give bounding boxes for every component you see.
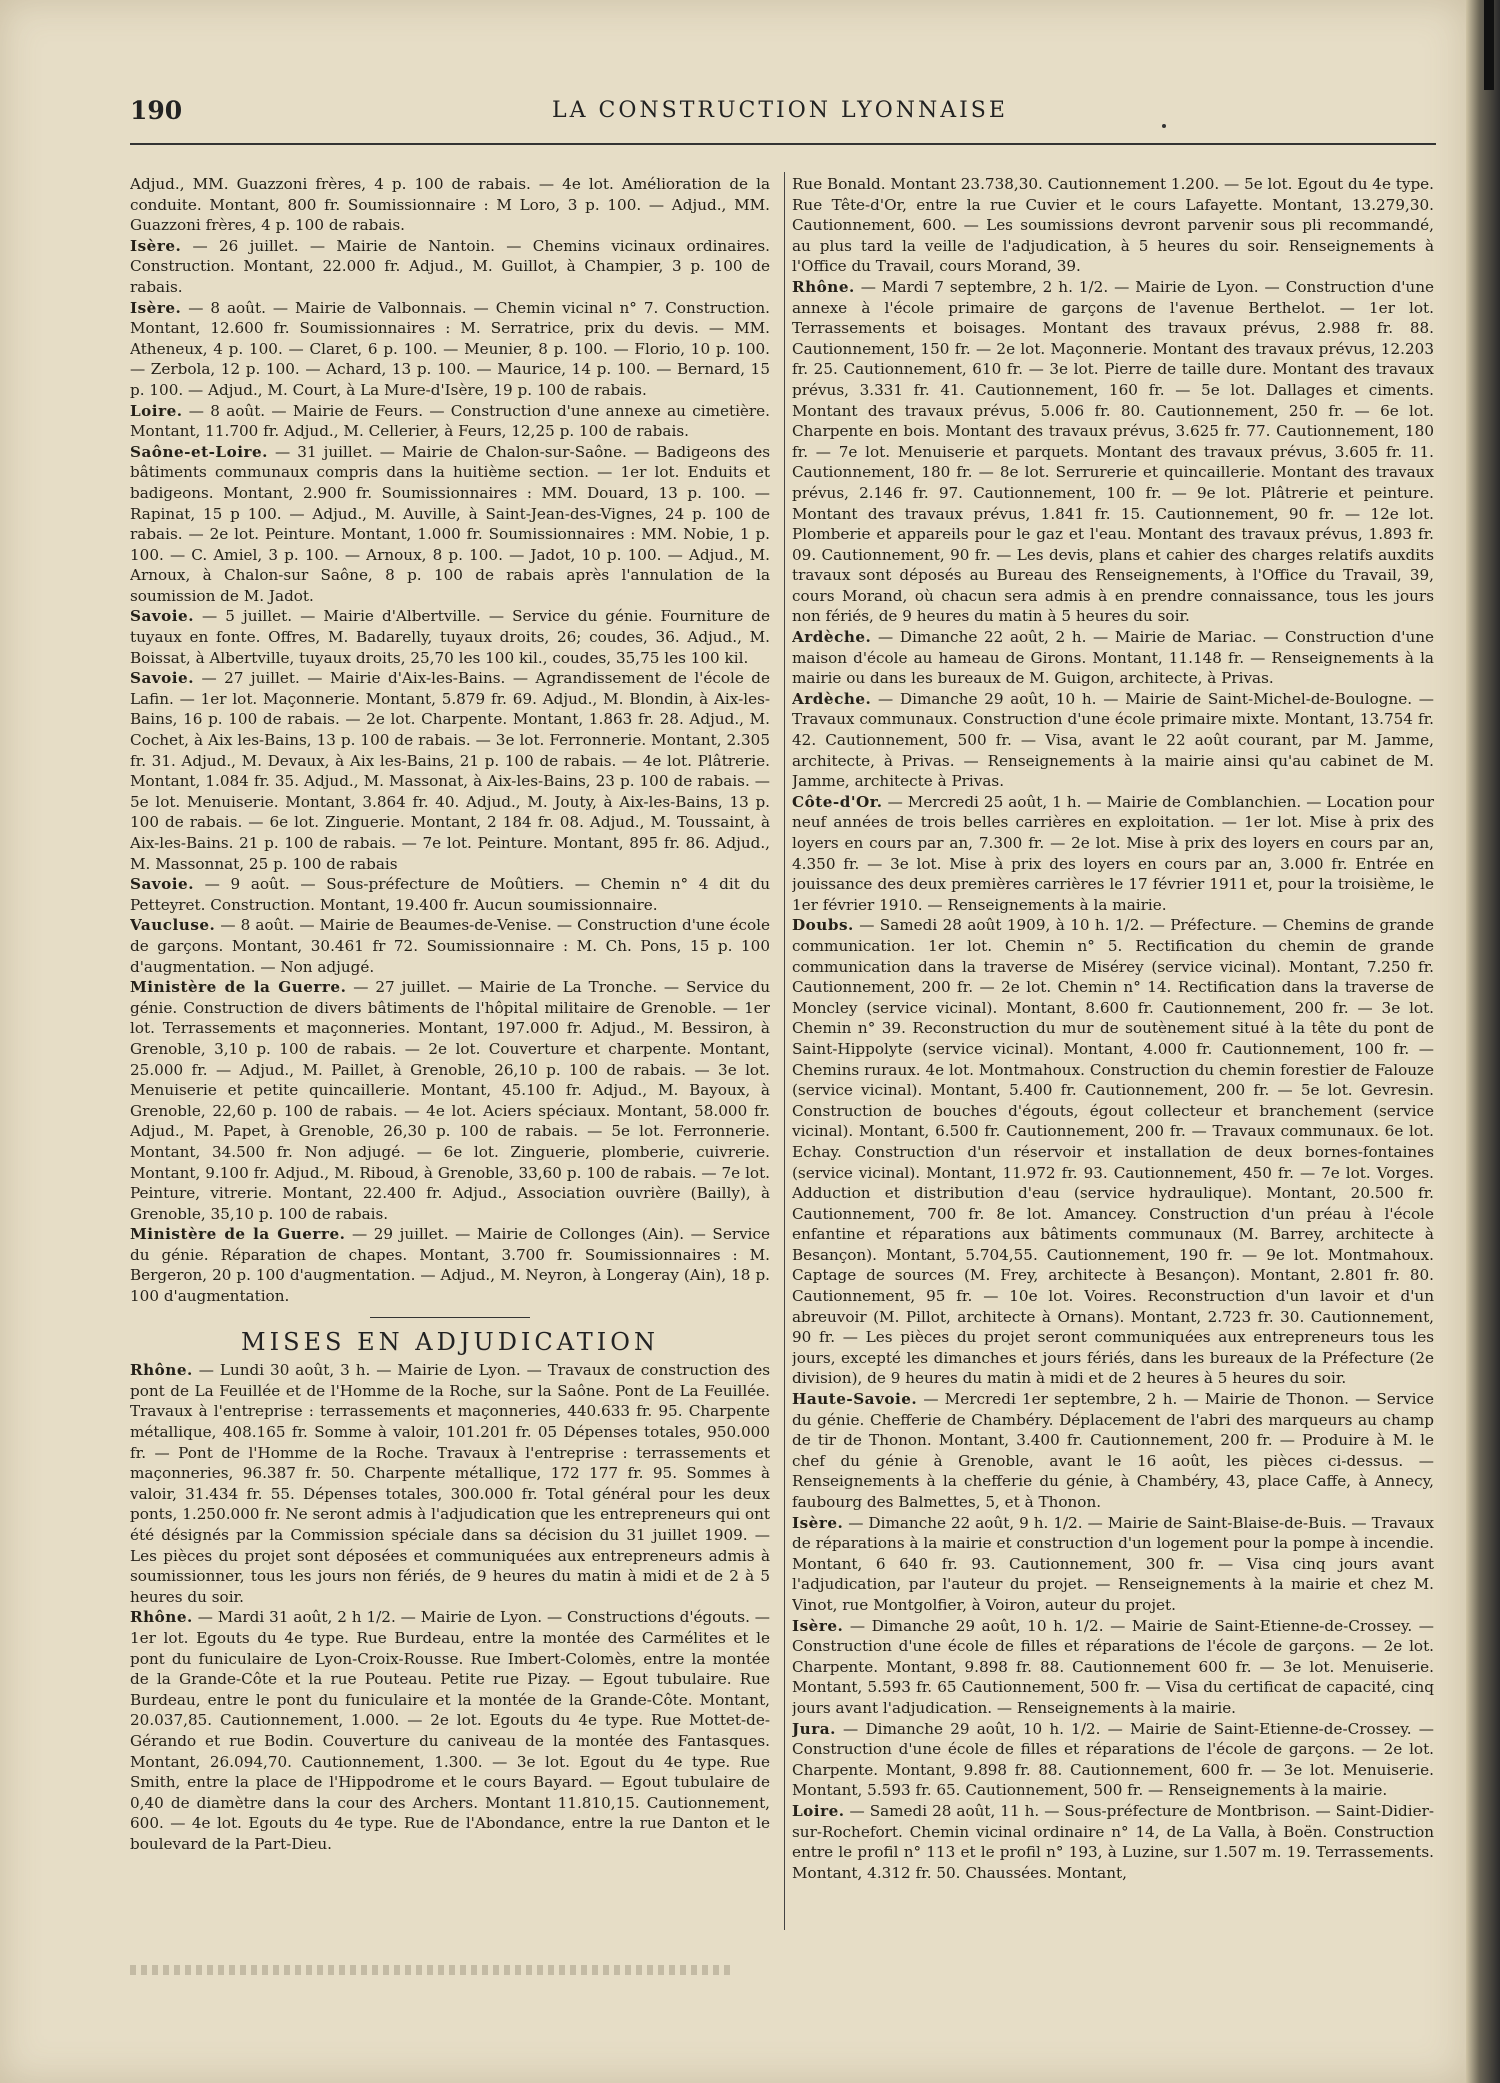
entry-region-label: Vaucluse. — [130, 916, 216, 935]
entry-region-label: Jura. — [792, 1719, 836, 1738]
entry-text: — 8 août. — Mairie de Beaumes-de-Venise. — Construction d'une école de garçons. Montant, 30.461 fr 72. Soumissionnaire : M. Ch. Pons, 15 p. 100 d'augmentation. — Non adjugé. — [130, 916, 770, 976]
header-rule — [130, 143, 1436, 145]
entry-text: — 27 juillet. — Mairie de La Tronche. — Service du génie. Construction de divers bâtiments de l'hôpital militaire de Grenoble. — 1er lot. Terrassements et maçonneries. Montant, 197.000 fr. Adjud., M. Bessiron, à Grenoble, 3,10 p. 100 de rabais. — 2e lot. Couverture et charpente. Montant, 25.000 fr. — Adjud., M. Paillet, à Grenoble, 26,10 p. 100 de rabais. — 3e lot. Menuiserie et petite quincaillerie. Montant, 45.100 fr. Adjud., M. Bayoux, à Grenoble, 22,60 p. 100 de rabais. — 4e lot. Aciers spéciaux. Montant, 58.000 fr. Adjud., M. Papet, à Grenoble, 26,30 p. 100 de rabais. — 5e lot. Ferronnerie. Montant, 34.500 fr. Non adjugé. — 6e lot. Zinguerie, plomberie, cuivrerie. Montant, 9.100 fr. Adjud., M. Riboud, à Grenoble, 33,60 p. 100 de rabais. — 7e lot. Peinture, vitrerie. Montant, 22.400 fr. Adjud., Association ouvrière (Bailly), à Grenoble, 35,10 p. 100 de rabais. — [130, 978, 770, 1223]
entry-text: — 27 juillet. — Mairie d'Aix-les-Bains. — Agrandissement de l'école de Lafin. — 1er lot. Maçonnerie. Montant, 5.879 fr. 69. Adjud., M. Blondin, à Aix-les-Bains, 16 p. 100 de rabais. — 2e lot. Charpente. Montant, 1.863 fr. 28. Adjud., M. Cochet, à Aix les-Bains, 13 p. 100 de rabais. — 3e lot. Ferronnerie. Montant, 2.305 fr. 31. Adjud., M. Devaux, à Aix les-Bains, 21 p. 100 de rabais. — 4e lot. Plâtrerie. Montant, 1.084 fr. 35. Adjud., M. Massonat, à Aix-les-Bains, 23 p. 100 de rabais. — 5e lot. Menuiserie. Montant, 3.864 fr. 40. Adjud., M. Jouty, à Aix-les-Bains, 13 p. 100 de rabais. — 6e lot. Zinguerie. Montant, 2 184 fr. 08. Adjud., M. Toussaint, à Aix-les-Bains. 21 p. 100 de rabais. — 7e lot. Peinture. Montant, 895 fr. 86. Adjud., M. Massonnat, 25 p. 100 de rabais — [130, 669, 770, 873]
entry-text: — Samedi 28 août, 11 h. — Sous-préfecture de Montbrison. — Saint-Didier-sur-Rochefort. Chemin vicinal ordinaire n° 14, de La Valla, à Boën. Construction entre le profil n° 113 et le profil n° 193, à Luzine, sur 1.507 m. 19. Terrassements. Montant, 4.312 fr. 50. Chaussées. Montant, — [792, 1801, 1434, 1882]
entry-paragraph — [130, 401, 770, 442]
section-divider — [370, 1317, 530, 1318]
left-entries — [130, 174, 770, 1307]
entry-text: — Dimanche 22 août, 2 h. — Mairie de Mariac. — Construction d'une maison d'école au hameau de Girons. Montant, 11.148 fr. — Renseignements à la mairie ou dans les bureaux de M. Guigon, architecte, à Privas. — [792, 628, 1434, 688]
entry-paragraph — [130, 1224, 770, 1306]
entry-paragraph — [130, 174, 770, 236]
entry-paragraph — [792, 689, 1434, 792]
column-divider — [784, 172, 785, 1930]
running-title: LA CONSTRUCTION LYONNAISE — [552, 98, 1008, 123]
adjudication-left-entries — [130, 1360, 770, 1854]
entry-paragraph — [792, 1616, 1434, 1719]
entry-text: — Dimanche 29 août, 10 h. — Mairie de Saint-Michel-de-Boulogne. — Travaux communaux. Construction d'une école primaire mixte. Montant, 13.754 fr. 42. Cautionnement, 500 fr. — Visa, avant le 22 août courant, par M. Jamme, architecte, à Privas. — Renseignements à la mairie ainsi qu'au cabinet de M. Jamme, architecte à Privas. — [792, 689, 1434, 791]
entry-region-label: Ardèche. — [792, 628, 872, 647]
entry-paragraph — [792, 277, 1434, 627]
entry-paragraph — [130, 1360, 770, 1607]
entry-text: Rue Bonald. Montant 23.738,30. Cautionnement 1.200. — 5e lot. Egout du 4e type. Rue Tête-d'Or, entre la rue Cuvier et le cours Lafayette. Montant, 13.279,30. Cautionnement, 600. — Les soumissions devront parvenir sous pli recommandé, au plus tard la veille de l'adjudication, à 5 heures du soir. Renseignements à l'Office du Travail, cours Morand, 39. — [792, 175, 1434, 276]
entry-region-label: Loire. — [130, 401, 183, 420]
entry-paragraph — [792, 1513, 1434, 1616]
entry-text: — Mardi 31 août, 2 h 1/2. — Mairie de Lyon. — Constructions d'égouts. — 1er lot. Egouts du 4e type. Rue Burdeau, entre la montée des Carmélites et le pont du funiculaire de Lyon-Croix-Rousse. Rue Imbert-Colomès, entre la montée de la Grande-Côte et la rue Pouteau. Petite rue Pizay. — Egout tubulaire. Rue Burdeau, entre le pont du funiculaire et la montée de la Grande-Côte. Montant, 20.037,85. Cautionnement, 1.000. — 2e lot. Egouts du 4e type. Rue Mottet-de-Gérando et rue Bodin. Couverture du caniveau de la montée des Fantasques. Montant, 26.094,70. Cautionnement, 1.300. — 3e lot. Egout du 4e type. Rue Smith, entre la place de l'Hippodrome et le cours Bayard. — Egout tubulaire de 0,40 de diamètre dans la cour des Archers. Montant 11.810,15. Cautionnement, 600. — 4e lot. Egouts du 4e type. Rue de l'Abondance, entre la rue Danton et le boulevard de la Part-Dieu. — [130, 1608, 770, 1853]
entry-paragraph — [792, 174, 1434, 277]
section-title: MISES EN ADJUDICATION — [241, 1327, 659, 1356]
entry-region-label: Rhône. — [130, 1361, 193, 1380]
entry-region-label: Isère. — [130, 298, 182, 317]
entry-region-label: Rhône. — [130, 1608, 193, 1627]
right-column — [792, 174, 1434, 1934]
entry-text: — Samedi 28 août 1909, à 10 h. 1/2. — Préfecture. — Chemins de grande communication. 1er lot. Chemin n° 5. Rectification du chemin de grande communication dans la traverse de Misérey (service vicinal). Montant, 7.250 fr. Cautionnement, 200 fr. — 2e lot. Chemin n° 14. Rectification dans la traverse de Moncley (service vicinal). Montant, 8.600 fr. Cautionnement, 200 fr. — 3e lot. Chemin n° 39. Reconstruction du mur de soutènement situé à la tête du pont de Saint-Hippolyte (service vicinal). Montant, 4.000 fr. Cautionnement, 100 fr. — Chemins ruraux. 4e lot. Montmahoux. Construction du chemin forestier de Falouze (service vicinal). Montant, 5.400 fr. Cautionnement, 200 fr. — 5e lot. Gevresin. Construction de bouches d'égouts, égout collecteur et branchement (service vicinal). Montant, 6.500 fr. Cautionnement, 200 fr. — Travaux communaux. 6e lot. Echay. Construction d'un réservoir et installation de deux bornes-fontaines (service vicinal). Montant, 11.972 fr. 93. Cautionnement, 450 fr. — 7e lot. Vorges. Adduction et distribution d'eau (service hydraulique). Montant, 20.500 fr. Cautionnement, 700 fr. 8e lot. Amancey. Construction d'un préau à l'école enfantine et réparations aux bâtiments communaux (M. Barrey, architecte à Besançon). Montant, 5.704,55. Cautionnement, 190 fr. — 9e lot. Montmahoux. Captage de sources (M. Frey, architecte à Besançon). Montant, 2.801 fr. 80. Cautionnement, 95 fr. — 10e lot. Voires. Reconstruction d'un lavoir et d'un abreuvoir (M. Pillot, architecte à Ornans). Montant, 2.723 fr. 30. Cautionnement, 90 fr. — Les pièces du projet seront communiquées aux entrepreneurs tous les jours, excepté les dimanches et jours fériés, dans les bureaux de la Préfecture (2e division), de 9 heures du matin à midi et de 2 heures à 5 heures du soir. — [792, 916, 1434, 1388]
entry-region-label: Doubs. — [792, 916, 854, 935]
entry-region-label: Côte-d'Or. — [792, 792, 883, 811]
entry-text: — 31 juillet. — Mairie de Chalon-sur-Saône. — Badigeons des bâtiments communaux compris dans la huitième section. — 1er lot. Enduits et badigeons. Montant, 2.900 fr. Soumissionnaires : MM. Douard, 13 p. 100. — Rapinat, 15 p 100. — Adjud., M. Auville, à Saint-Jean-des-Vignes, 24 p. 100 de rabais. — 2e lot. Peinture. Montant, 1.000 fr. Soumissionnaires : MM. Nobie, 1 p. 100. — C. Amiel, 3 p. 100. — Arnoux, 8 p. 100. — Jadot, 10 p. 100. — Adjud., M. Arnoux, à Chalon-sur Saône, 8 p. 100 de rabais après l'annulation de la soumission de M. Jadot. — [130, 442, 770, 605]
entry-text: — Dimanche 29 août, 10 h. 1/2. — Mairie de Saint-Etienne-de-Crossey. — Construction d'une école de filles et réparations de l'école de garçons. — 2e lot. Charpente. Montant, 9.898 fr. 88. Cautionnement, 600 fr. — 3e lot. Menuiserie. Montant, 5.593 fr. 65. Cautionnement, 500 fr. — Renseignements à la mairie. — [792, 1719, 1434, 1800]
entry-paragraph — [130, 606, 770, 668]
entry-region-label: Saône-et-Loire. — [130, 442, 268, 461]
entry-paragraph — [792, 1719, 1434, 1801]
bookmark-tab — [1484, 0, 1494, 90]
entry-text: — 5 juillet. — Mairie d'Albertville. — Service du génie. Fourniture de tuyaux en fonte. Offres, M. Badarelly, tuyaux droits, 26; coudes, 36. Adjud., M. Boissat, à Albertville, tuyaux droits, 25,70 les 100 kil., coudes, 35,75 les 100 kil. — [130, 607, 770, 667]
entry-text: — 29 juillet. — Mairie de Collonges (Ain). — Service du génie. Réparation de chapes. Montant, 3.700 fr. Soumissionnaires : M. Bergeron, 20 p. 100 d'augmentation. — Adjud., M. Neyron, à Longeray (Ain), 18 p. 100 d'augmentation. — [130, 1225, 770, 1306]
entry-region-label: Isère. — [792, 1513, 844, 1532]
print-smudge — [130, 1965, 730, 1975]
entry-paragraph — [792, 792, 1434, 916]
entry-region-label: Ministère de la Guerre. — [130, 978, 347, 997]
entry-region-label: Isère. — [130, 236, 182, 255]
entry-text: — 9 août. — Sous-préfecture de Moûtiers. — Chemin n° 4 dit du Petteyret. Construction. Montant, 19.400 fr. Aucun soumissionnaire. — [130, 875, 770, 914]
entry-region-label: Haute-Savoie. — [792, 1390, 918, 1409]
entry-paragraph — [792, 1801, 1434, 1883]
entry-paragraph — [130, 915, 770, 977]
page-header — [130, 96, 1430, 136]
entry-paragraph — [792, 1389, 1434, 1513]
page-number: 190 — [130, 96, 183, 125]
entry-text: — Mercredi 25 août, 1 h. — Mairie de Comblanchien. — Location pour neuf années de trois belles carrières en exploitation. — 1er lot. Mise à prix des loyers en cours par an, 7.300 fr. — 2e lot. Mise à prix des loyers en cours par an, 4.350 fr. — 3e lot. Mise à prix des loyers en cours par an, 3.000 fr. Entrée en jouissance des deux premières carrières le 17 février 1911 et, pour la troisième, le 1er février 1910. — Renseignements à la mairie. — [792, 792, 1434, 914]
entry-paragraph — [130, 977, 770, 1224]
right-entries — [792, 174, 1434, 1883]
entry-paragraph — [792, 627, 1434, 689]
left-column — [130, 174, 770, 1934]
entry-paragraph — [130, 1607, 770, 1854]
entry-paragraph — [130, 668, 770, 874]
entry-text: — Dimanche 22 août, 9 h. 1/2. — Mairie de Saint-Blaise-de-Buis. — Travaux de réparations à la mairie et construction d'un logement pour la pompe à incendie. Montant, 6 640 fr. 93. Cautionnement, 300 fr. — Visa cinq jours avant l'adjudication, par l'auteur du projet. — Renseignements à la mairie et chez M. Vinot, rue Montgolfier, à Voiron, auteur du projet. — [792, 1513, 1434, 1614]
entry-region-label: Savoie. — [130, 875, 194, 894]
entry-text: — 8 août. — Mairie de Feurs. — Construction d'une annexe au cimetière. Montant, 11.700 fr. Adjud., M. Cellerier, à Feurs, 12,25 p. 100 de rabais. — [130, 401, 770, 441]
entry-region-label: Loire. — [792, 1801, 845, 1820]
entry-text: — Mardi 7 septembre, 2 h. 1/2. — Mairie de Lyon. — Construction d'une annexe à l'école primaire de garçons de l'avenue Berthelot. — 1er lot. Terrassements et boisages. Montant des travaux prévus, 2.988 fr. 88. Cautionnement, 150 fr. — 2e lot. Maçonnerie. Montant des travaux prévus, 12.203 fr. 25. Cautionnement, 610 fr. — 3e lot. Pierre de taille dure. Montant des travaux prévus, 3.331 fr. 41. Cautionnement, 160 fr. — 5e lot. Dallages et ciments. Montant des travaux prévus, 5.006 fr. 80. Cautionnement, 250 fr. — 6e lot. Charpente en bois. Montant des travaux prévus, 3.625 fr. 77. Cautionnement, 180 fr. — 7e lot. Menuiserie et parquets. Montant des travaux prévus, 3.605 fr. 11. Cautionnement, 180 fr. — 8e lot. Serrurerie et quincaillerie. Montant des travaux prévus, 2.146 fr. 97. Cautionnement, 100 fr. — 9e lot. Plâtrerie et peinture. Montant des travaux prévus, 1.841 fr. 15. Cautionnement, 90 fr. — 12e lot. Plomberie et appareils pour le gaz et l'eau. Montant des travaux prévus, 1.893 fr. 09. Cautionnement, 90 fr. — Les devis, plans et cahier des charges relatifs auxdits travaux sont déposés au Bureau des Renseignements, à l'Office du Travail, 39, cours Morand, où chacun sera admis à en prendre connaissance, tous les jours non fériés, de 9 heures du matin à 5 heures du soir. — [792, 277, 1434, 626]
entry-paragraph — [792, 915, 1434, 1389]
entry-region-label: Rhône. — [792, 277, 855, 296]
book-edge — [1466, 0, 1500, 2083]
entry-region-label: Savoie. — [130, 669, 194, 688]
entry-text: — Dimanche 29 août, 10 h. 1/2. — Mairie de Saint-Etienne-de-Crossey. — Construction d'une école de filles et réparations de l'école de garçons. — 2e lot. Charpente. Montant, 9.898 fr. 88. Cautionnement 600 fr. — 3e lot. Menuiserie. Montant, 5.593 fr. 65 Cautionnement, 500 fr. — Visa du certificat de capacité, cinq jours avant l'adjudication. — Renseignements à la mairie. — [792, 1616, 1434, 1717]
entry-paragraph — [130, 298, 770, 401]
entry-region-label: Isère. — [792, 1616, 844, 1635]
entry-text: — Lundi 30 août, 3 h. — Mairie de Lyon. — Travaux de construction des pont de La Feuillée et de l'Homme de la Roche, sur la Saône. Pont de La Feuillée. Travaux à l'entreprise : terrassements et maçonneries, 440.633 fr. 95. Charpente métallique, 408.165 fr. Somme à valoir, 101.201 fr. 05 Dépenses totales, 950.000 fr. — Pont de l'Homme de la Roche. Travaux à l'entreprise : terrassements et maçonneries, 96.387 fr. 50. Charpente métallique, 172 177 fr. 95. Sommes à valoir, 31.434 fr. 55. Dépenses totales, 300.000 fr. Total général pour les deux ponts, 1.250.000 fr. Ne seront admis à l'adjudication que les entrepreneurs qui ont été désignés par la Commission spéciale dans sa décision du 31 juillet 1909. — Les pièces du projet sont déposées et communiquées aux entrepreneurs admis à soumissionner, tous les jours non fériés, de 9 heures du matin à midi et de 2 à 5 heures du soir. — [130, 1361, 770, 1606]
entry-text: Adjud., MM. Guazzoni frères, 4 p. 100 de rabais. — 4e lot. Amélioration de la conduite. Montant, 800 fr. Soumissionnaire : M Loro, 3 p. 100. — Adjud., MM. Guazzoni frères, 4 p. 100 de rabais. — [130, 175, 770, 235]
entry-region-label: Ministère de la Guerre. — [130, 1225, 346, 1244]
entry-paragraph — [130, 236, 770, 298]
entry-text: — Mercredi 1er septembre, 2 h. — Mairie de Thonon. — Service du génie. Chefferie de Chambéry. Déplacement de l'abri des marqueurs au champ de tir de Thonon. Montant, 3.400 fr. Cautionnement, 200 fr. — Produire à M. le chef du génie à Grenoble, avant le 16 août, les pièces ci-dessus. — Renseignements à la chefferie du génie, à Chambéry, 43, place Caffe, à Annecy, faubourg des Balmettes, 5, et à Thonon. — [792, 1390, 1434, 1511]
entry-paragraph — [130, 442, 770, 607]
entry-text: — 8 août. — Mairie de Valbonnais. — Chemin vicinal n° 7. Construction. Montant, 12.600 fr. Soumissionnaires : M. Serratrice, prix du devis. — MM. Atheneux, 4 p. 100. — Claret, 6 p. 100. — Meunier, 8 p. 100. — Florio, 10 p. 100. — Zerbola, 12 p. 100. — Achard, 13 p. 100. — Maurice, 14 p. 100. — Bernard, 15 p. 100. — Adjud., M. Court, à La Mure-d'Isère, 19 p. 100 de rabais. — [130, 298, 770, 399]
entry-paragraph — [130, 874, 770, 915]
entry-text: — 26 juillet. — Mairie de Nantoin. — Chemins vicinaux ordinaires. Construction. Montant, 22.000 fr. Adjud., M. Guillot, à Champier, 3 p. 100 de rabais. — [130, 236, 770, 296]
entry-region-label: Savoie. — [130, 607, 194, 626]
entry-region-label: Ardèche. — [792, 689, 872, 708]
